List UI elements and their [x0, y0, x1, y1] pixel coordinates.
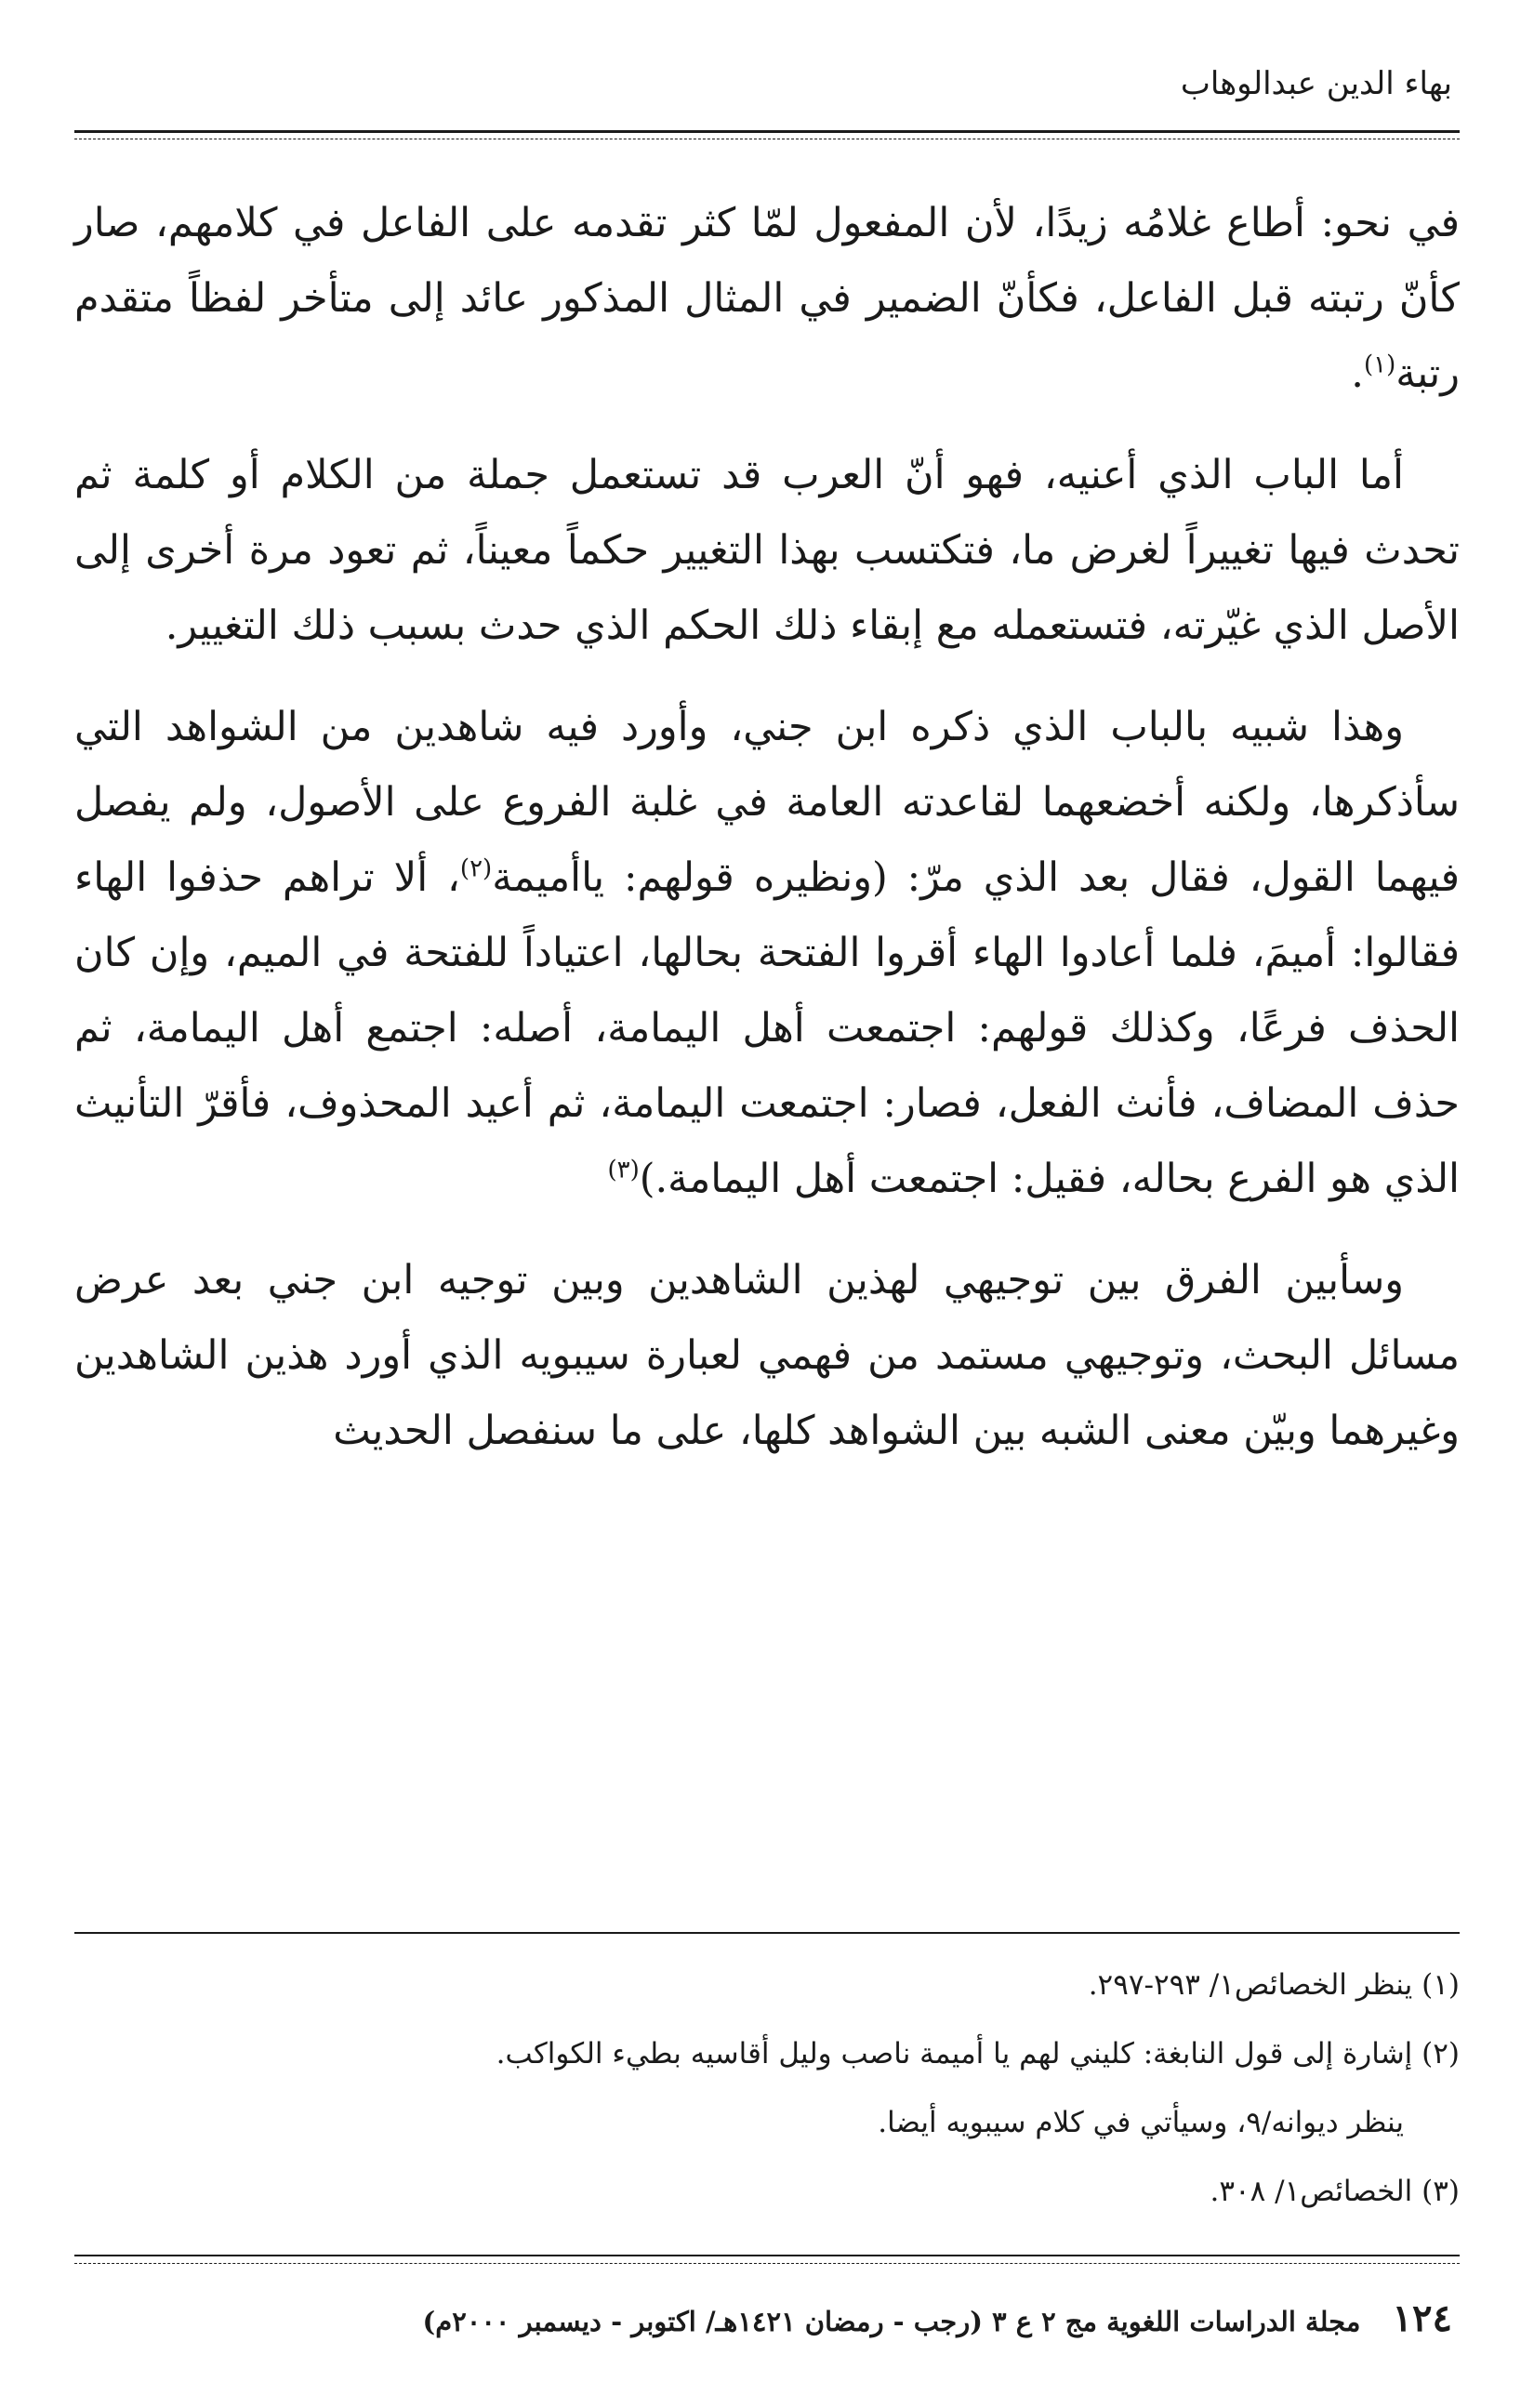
- paragraph-1: في نحو: أطاع غلامُه زيدًا، لأن المفعول لمّا كثر تقدمه على الفاعل في كلامهم، صار كأنّ رتبته قبل الفاعل، فكأنّ الضمير في المثال المذكور عائد إلى متأخر لفظاً متقدم رتبة$^{(١)}$.: [74, 200, 1460, 397]
- footnotes: [74, 1951, 1460, 2226]
- journal-citation: مجلة الدراسات اللغوية مج ٢ ع ٣ (رجب - رمضان ١٤٢١هـ/ اكتوبر - ديسمبر ٢٠٠٠م): [422, 2306, 1361, 2337]
- footer-rule: [74, 2255, 1460, 2264]
- paragraph-3-text-a: وهذا شبيه بالباب الذي ذكره ابن جني، وأورد فيه شاهدين من الشواهد التي سأذكرها، ولكنه أخضعهما لقاعدته العامة في غلبة الفروع على الأصول، ولم يفصل فيهما القول، فقال بعد الذي مرّ: (ونظيره قولهم: ياأميمة: [74, 704, 1461, 901]
- paragraph-1-text: في نحو: أطاع غلامُه زيدًا، لأن المفعول لمّا كثر تقدمه على الفاعل في كلامهم، صار كأنّ رتبته قبل الفاعل، فكأنّ الضمير في المثال المذكور عائد إلى متأخر لفظاً متقدم رتبة: [74, 200, 1460, 397]
- paragraph-3: [74, 690, 1460, 1217]
- footnote-ref-2[interactable]: (٢): [459, 854, 493, 883]
- body-text: [74, 186, 1460, 1495]
- footnote-ref-1[interactable]: (١): [1363, 351, 1396, 379]
- footnote-1: (١) ينظر الخصائص١/ ٢٩٣-٢٩٧.: [1088, 1968, 1460, 2002]
- page-number: ١٢٤: [1392, 2296, 1452, 2340]
- footnote-2: (٢) إشارة إلى قول النابغة: كليني لهم يا أميمة ناصب وليل أقاسيه بطيء الكواكب.: [496, 2037, 1460, 2071]
- paragraph-3-text-b: ، ألا تراهم حذفوا الهاء فقالوا: أميمَ، فلما أعادوا الهاء أقروا الفتحة بحالها، اعتياداً للفتحة في الميم، وإن كان الحذف فرعًا، وكذلك قولهم: اجتمعت أهل اليمامة، أصله: اجتمع أهل اليمامة، ثم حذف المضاف، فأنث الفعل، فصار: اجتمعت اليمامة، ثم أعيد المحذوف، فأقرّ التأنيث الذي هو الفرع بحاله، فقيل: اجتمعت أهل اليمامة.): [74, 854, 1460, 1202]
- paragraph-2: أما الباب الذي أعنيه، فهو أنّ العرب قد تستعمل جملة من الكلام أو كلمة ثم تحدث فيها تغييراً لغرض ما، فتكتسب بهذا التغيير حكماً معيناً، ثم تعود مرة أخرى إلى الأصل الذي غيّرته، فتستعمله مع إبقاء ذلك الحكم الذي حدث بسبب ذلك التغيير.: [74, 452, 1460, 649]
- footnote-ref-3[interactable]: (٣): [607, 1156, 640, 1184]
- footnote-2-continuation: ينظر ديوانه/٩، وسيأتي في كلام سيبويه أيضا.: [878, 2106, 1404, 2139]
- running-header-author: بهاء الدين عبدالوهاب: [1180, 65, 1452, 102]
- header-rule: [74, 130, 1460, 139]
- paragraph-4: وسأبين الفرق بين توجيهي لهذين الشاهدين وبين توجيه ابن جني بعد عرض مسائل البحث، وتوجيهي مستمد من فهمي لعبارة سيبويه الذي أورد هذين الشاهدين وغيرهما وبيّن معنى الشبه بين الشواهد كلها، على ما سنفصل الحديث: [74, 1257, 1460, 1454]
- footnote-separator: [74, 1932, 1460, 1934]
- page-footer: [67, 2296, 1452, 2340]
- footnote-3: (٣) الخصائص١/ ٣٠٨.: [1210, 2175, 1460, 2208]
